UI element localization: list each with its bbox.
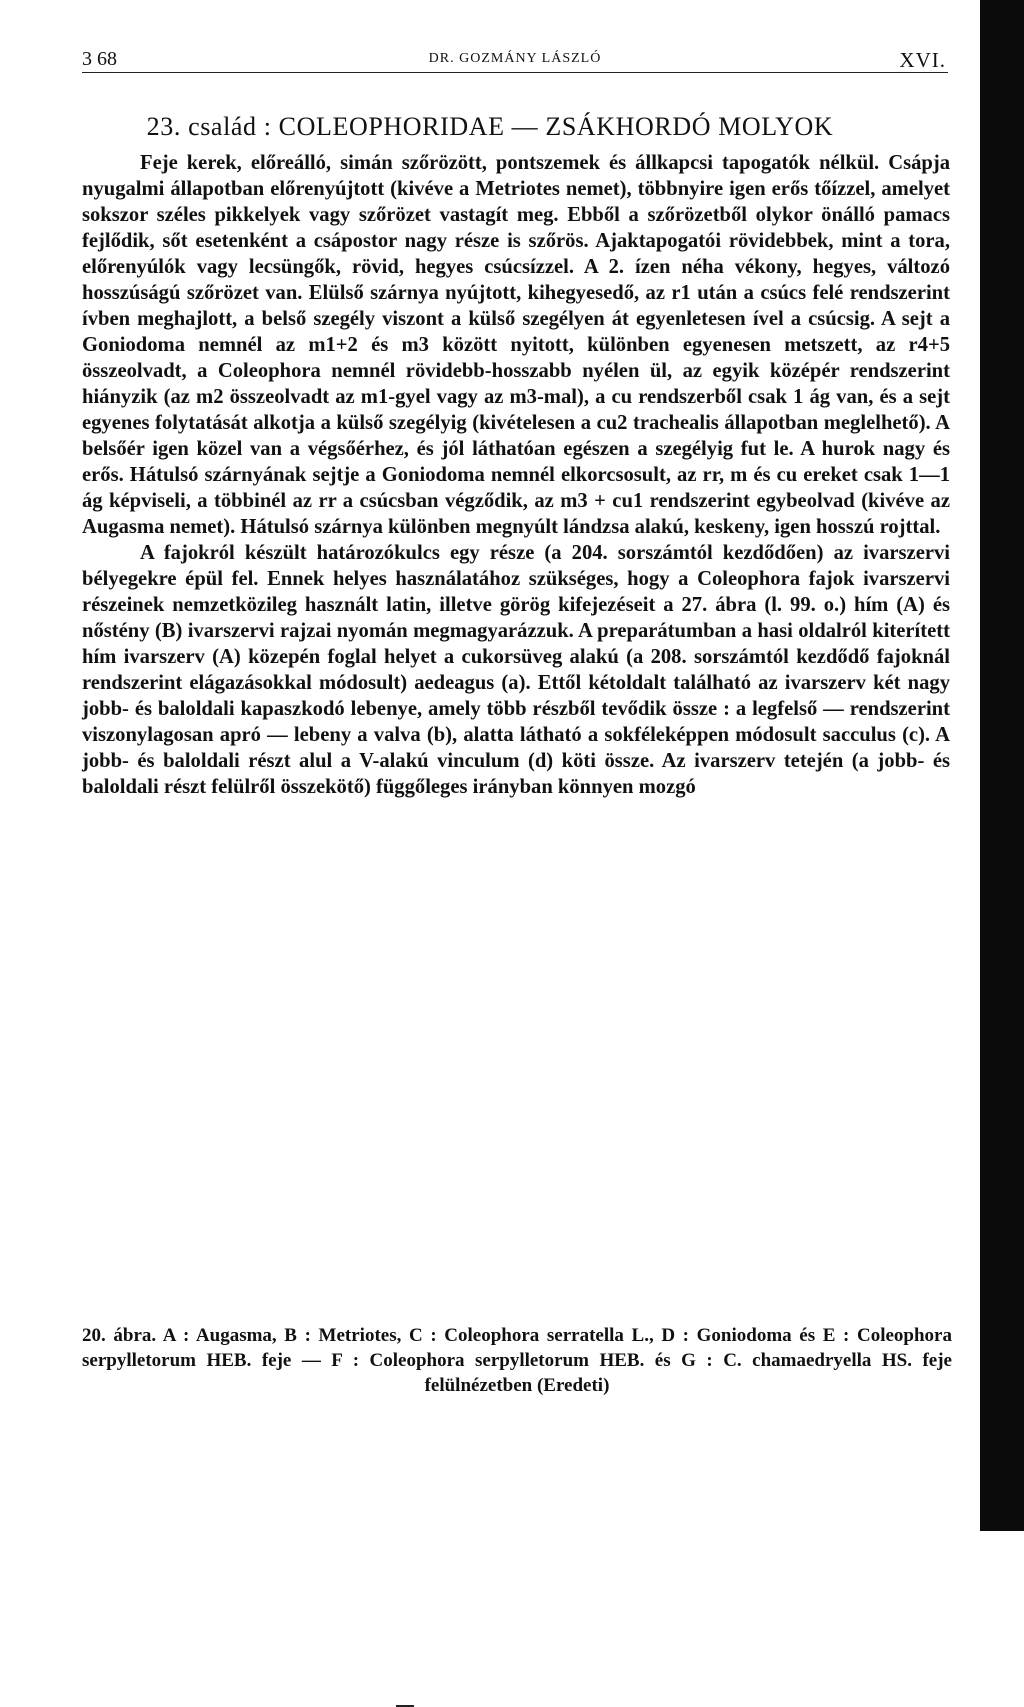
scan-edge [980,0,1024,1531]
running-header [82,44,948,73]
volume-number: XVI. [899,48,946,72]
figure-caption: 20. ábra. A : Augasma, B : Metriotes, C : Coleophora serratella L., D : Goniodoma és E : Coleophora serpylletorum HEB. feje — F : Coleophora serpylletorum HEB. és G : C. chamaedryella HS. feje felülnézetben (Eredeti) [82,1325,952,1396]
section-title: 23. család : COLEOPHORIDAE — ZSÁKHORDÓ MOLYOK [146,112,834,141]
paragraph: Feje kerek, előreálló, simán szőrözött, pontszemek és állkapcsi tapogatók nélkül. Csápja nyugalmi állapotban előrenyújtott (kivéve a Metriotes nemet), többnyire igen erős tőízzel, amelyet sokszor széles pikkelyek vagy szőrözet vastagít meg. Ebből a szőrözetből olykor önálló pamacs fejlődik, sőt esetenként a csápostor nagy része is szőrös. Ajaktapogatói rövidebbek, mint a tora, előrenyúlók vagy lecsüngők, rövid, hegyes csúcsízzel. A 2. ízen néha vékony, hegyes, változó hosszúságú szőrözet van. Elülső szárnya nyújtott, kihegyesedő, az r1 után a csúcs felé rendszerint ívben meghajlott, a belső szegély viszont a külső szegélyen át egyenletesen ível a csúcsig. A sejt a Goniodoma nemnél az m1+2 és m3 között nyitott, különben egyenesen metszett, az r4+5 összeolvadt, a Coleophora nemnél rövidebb-hosszabb nyélen ül, az egyik középér rendszerint hiányzik (az m2 összeolvadt az m1-gyel vagy az m3-mal), a cu rendszerből csak 1 ág van, és a sejt egyenes folytatását alkotja a külső szegélyig (kivételesen a cu2 trachealis állapotban meglelhető). A belsőér igen közel van a végsőérhez, és jól láthatóan egészen a szegélyig fut le. A hurok nagy és erős. Hátulsó szárnyának sejtje a Goniodoma nemnél elkorcsosult, az rr, m és cu ereket csak 1—1 ág képviseli, a többinél az rr a csúcsban végződik, az m3 + cu1 rendszerint egybeolvad (kivéve az Augasma nemet). Hátulsó szárnya különben megnyúlt lándzsa alakú, keskeny, igen hosszú rojttal. [82,152,950,538]
running-author: DR. GOZMÁNY LÁSZLÓ [428,51,602,66]
paragraph: A fajokról készült határozókulcs egy része (a 204. sorszámtól kezdődően) az ivarszervi bélyegekre épül fel. Ennek helyes használatához szükséges, hogy a Coleophora fajok ivarszervi részeinek nemzetközileg használt latin, illetve görög kifejezéseit a 27. ábra (l. 99. o.) hím (A) és nőstény (B) ivarszervi rajzai nyomán megmagyarázzuk. A preparátumban a hasi oldalról kiterített hím ivarszerv (A) közepén foglal helyet a cukorsüveg alakú (a 208. sorszámtól kezdődő fajoknál rendszerint elágazásokkal módosult) aedeagus (a). Ettől kétoldalt található az ivarszerv két nagy jobb- és baloldali kapaszkodó lebenye, amely több részből tevődik össze : a legfelső — rendszerint viszonylagosan apró — lebeny a valva (b), alatta látható a sokféleképpen módosult sacculus (c). A jobb- és baloldali részt alul a V-alakú vinculum (d) köti össze. Az ivarszerv tetején (a jobb- és baloldali részt felülről összekötő) függőleges irányban könnyen mozgó [82,542,950,798]
page-number: 3 68 [82,48,117,70]
body-text [82,150,950,800]
figure-area [82,905,950,1595]
